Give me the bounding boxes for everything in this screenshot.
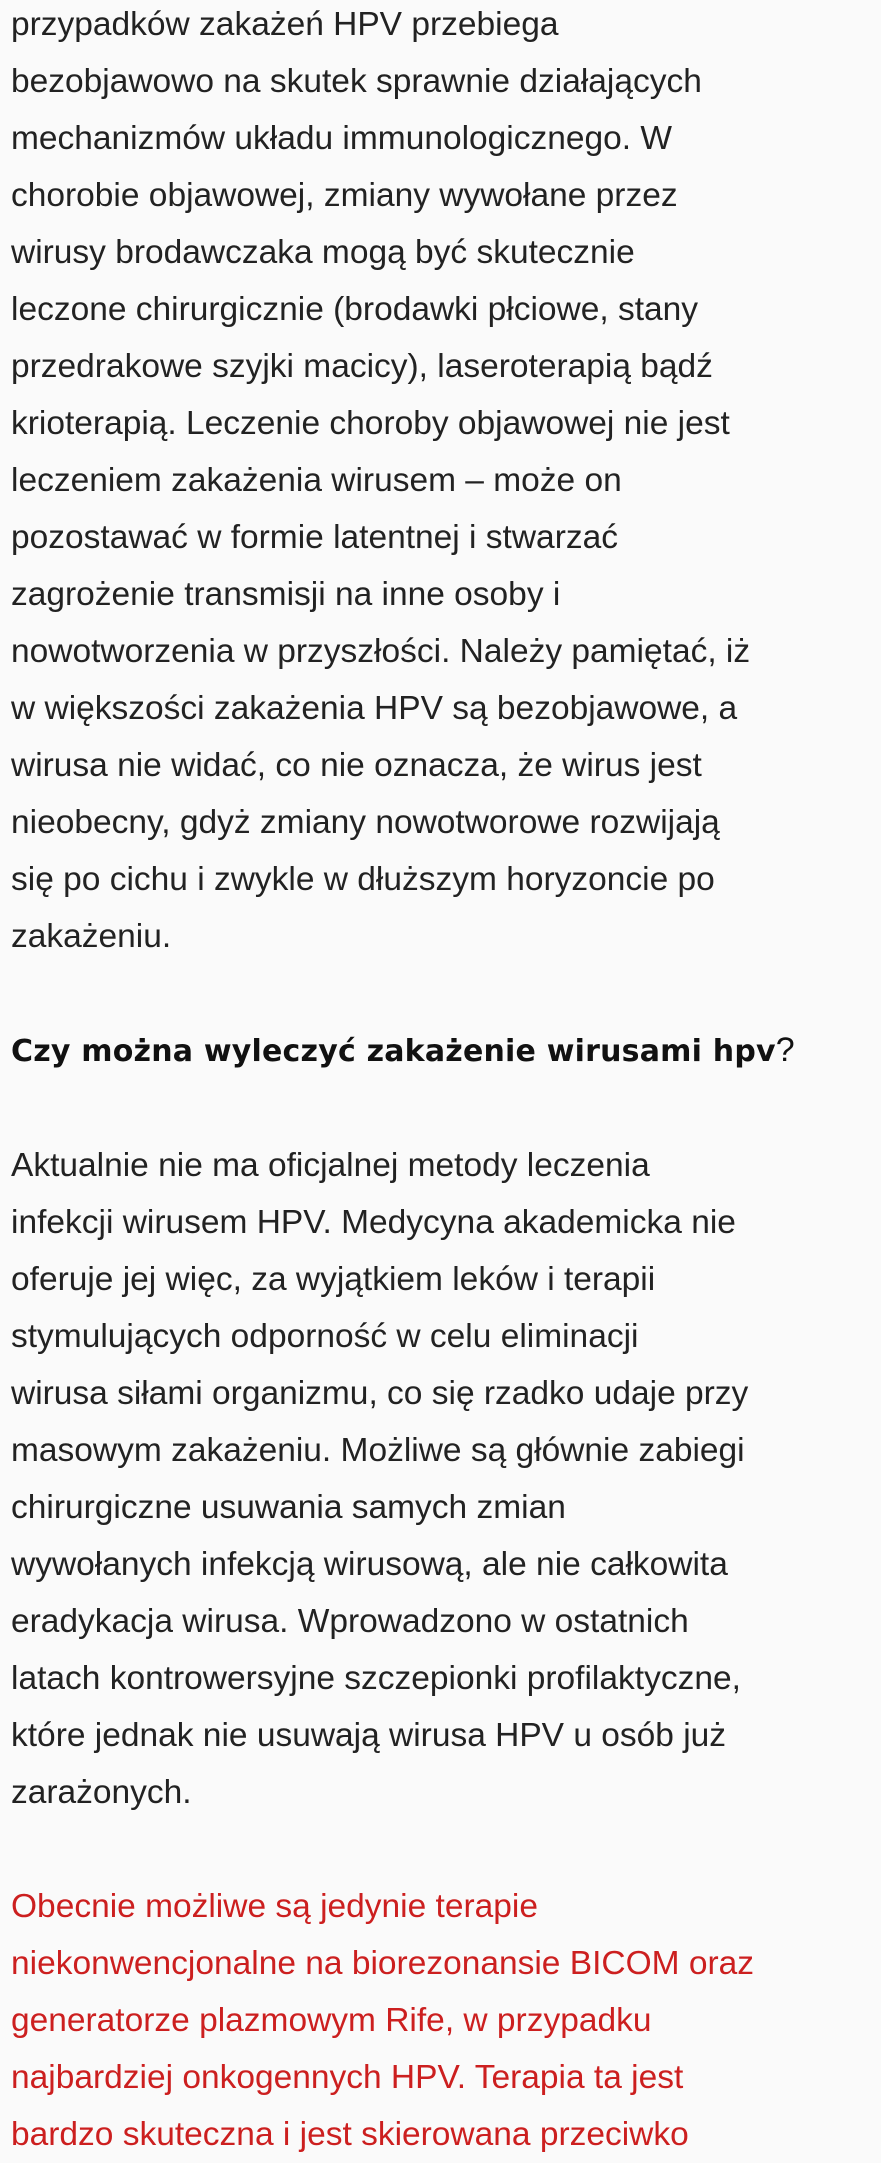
paragraph-hpv-symptoms: przypadków zakażeń HPV przebiega bezobjawowo na skutek sprawnie działających mechanizmów układu immunologicznego. W chorobie objawowej, zmiany wywołane przez wirusy brodawczaka mogą być skutecznie leczone chirurgicznie (brodawki płciowe, stany przedrakowe szyjki macicy), laseroterapią bądź krioterapią. Leczenie choroby objawowej nie jest leczeniem zakażenia wirusem – może on pozostawać w formie latentnej i stwarzać zagrożenie transmisji na inne osoby i nowotworzenia w przyszłości. Należy pamiętać, iż w większości zakażenia HPV są bezobjawowe, a wirusa nie widać, co nie oznacza, że wirus jest nieobecny, gdyż zmiany nowotworowe rozwijają się po cichu i zwykle w dłuższym horyzoncie po zakażeniu. [11, 6, 751, 955]
paragraph-spacer [11, 1821, 877, 1878]
heading-text: Czy można wyleczyć zakażenie wirusami hpv [11, 1034, 776, 1069]
section-heading [11, 1022, 877, 1080]
paragraph-treatment-options: Aktualnie nie ma oficjalnej metody leczenia infekcji wirusem HPV. Medycyna akademicka nie oferuje jej więc, za wyjątkiem leków i terapii stymulujących odporność w celu eliminacji wirusa siłami organizmu, co się rzadko udaje przy masowym zakażeniu. Możliwe są głównie zabiegi chirurgiczne usuwania samych zmian wywołanych infekcją wirusową, ale nie całkowita eradykacja wirusa. Wprowadzono w ostatnich latach kontrowersyjne szczepionki profilaktyczne, które jednak nie usuwają wirusa HPV u osób już zarażonych. [11, 1147, 749, 1811]
paragraph-highlighted-therapy: Obecnie możliwe są jedynie terapie niekonwencjonalne na biorezonansie BICOM oraz generatorze plazmowym Rife, w przypadku najbardziej onkogennych HPV. Terapia ta jest bardzo skuteczna i jest skierowana przeciwko [11, 1888, 755, 2153]
article-body [11, 0, 877, 2163]
heading-question-mark: ? [775, 1031, 795, 1069]
